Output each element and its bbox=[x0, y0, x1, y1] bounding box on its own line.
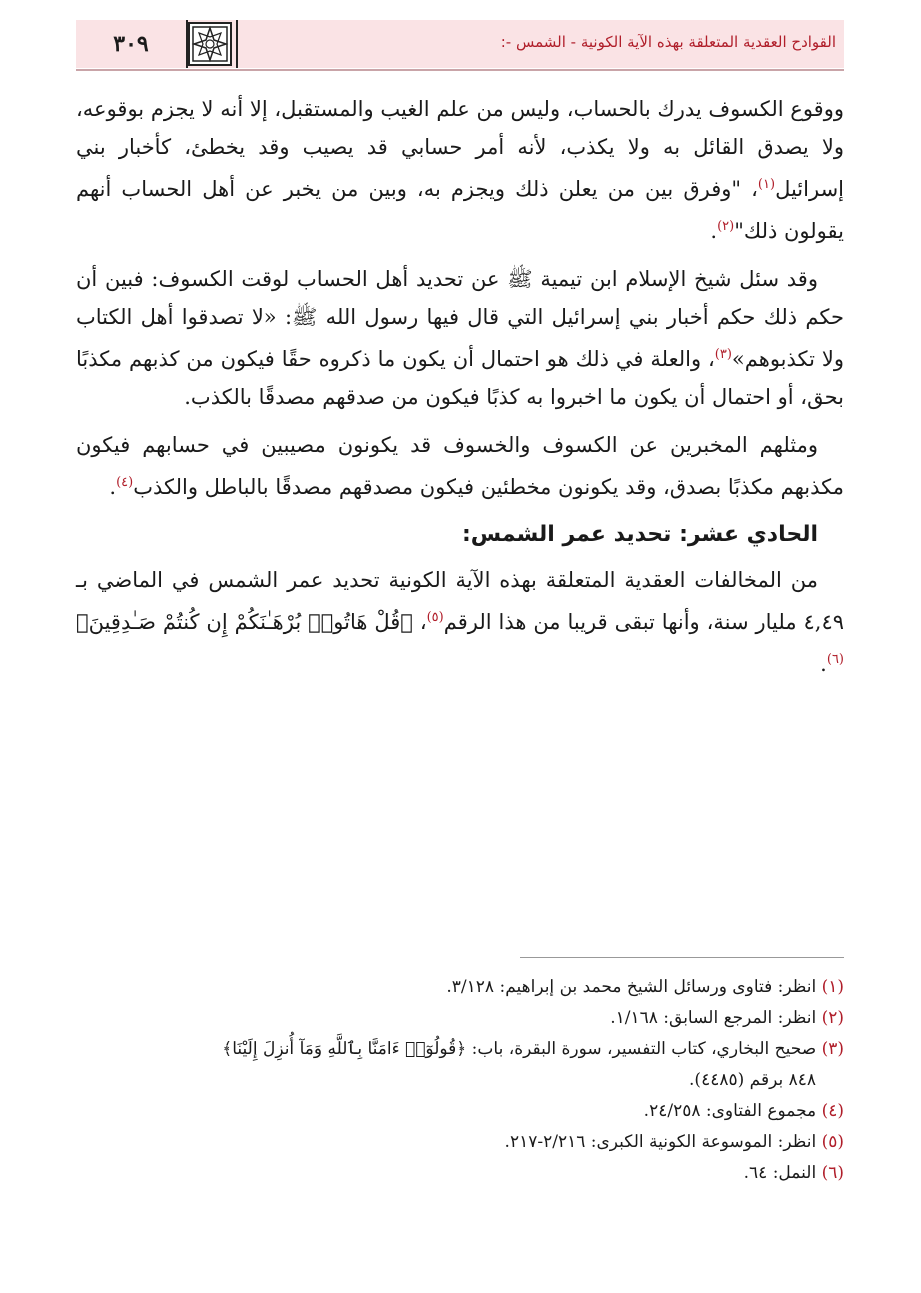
running-title: القوادح العقدية المتعلقة بهذه الآية الكونية - الشمس -: bbox=[500, 33, 836, 51]
page-number: ٣٠٩ bbox=[113, 31, 149, 57]
footnote-ref-5[interactable]: (٥) bbox=[426, 610, 444, 625]
p3-text-a: ومثلهم المخبرين عن الكسوف والخسوف قد يكونون مصيبين في حسابهم فيكون مكذبهم مكذبًا بصدق، وقد يكونون مخطئين فيكون مصدقهم مصدقًا بالباطل والكذب bbox=[76, 433, 844, 499]
footnote-text: النمل: ٦٤. bbox=[743, 1163, 817, 1183]
paragraph-1 bbox=[76, 90, 844, 250]
footnote-6 bbox=[76, 1158, 844, 1189]
footnote-text: صحيح البخاري، كتاب التفسير، سورة البقرة، باب: ﴿قُولُوٓا۟ ءَامَنَّا بِٱللَّهِ وَمَآ أُنزِلَ إِلَيْنَا﴾ bbox=[222, 1039, 817, 1059]
paragraph-3 bbox=[76, 426, 844, 506]
footnote-2 bbox=[76, 1003, 844, 1034]
main-text bbox=[76, 90, 844, 693]
page-number-box bbox=[76, 20, 188, 68]
footnote-3 bbox=[76, 1034, 844, 1065]
footnote-5 bbox=[76, 1127, 844, 1158]
footnote-3-continuation: ٨٤٨ برقم (٤٤٨٥). bbox=[689, 1070, 816, 1090]
footnotes bbox=[76, 972, 844, 1189]
p2-text-a: وقد سئل شيخ الإسلام ابن تيمية ﷺ عن تحديد أهل الحساب لوقت الكسوف: فبين أن حكم ذلك حكم أخبار بني إسرائيل التي قال فيها رسول الله ﷺ: «لا تصدقوا أهل الكتاب ولا تكذبوهم» bbox=[76, 267, 844, 371]
p1-text-a: ووقوع الكسوف يدرك بالحساب، وليس من علم الغيب والمستقبل، إلا أنه لا يجزم بوقوعه، ولا يصدق القائل به ولا يكذب، لأنه أمر حسابي قد يصيب وقد يخطئ، كأخبار بني إسرائيل bbox=[76, 97, 844, 201]
paragraph-2 bbox=[76, 260, 844, 416]
section-heading: الحادي عشر: تحديد عمر الشمس: bbox=[462, 522, 818, 547]
p2-text-b: ، والعلة في ذلك هو احتمال أن يكون ما ذكروه حقًا فيكون من كذبهم مكذبًا بحق، أو احتمال أن يكون ما اخبروا به كذبًا فيكون من صدقهم مصدقًا بالكذب. bbox=[76, 347, 844, 409]
footnote-text: انظر: فتاوى ورسائل الشيخ محمد بن إبراهيم: ٣/١٢٨. bbox=[446, 977, 817, 997]
footnote-ref-2[interactable]: (٢) bbox=[717, 219, 735, 234]
footnote-number: (٥) bbox=[821, 1132, 844, 1152]
p4-text-b: ، bbox=[412, 610, 427, 634]
footnote-number: (٢) bbox=[821, 1008, 844, 1028]
footnote-ref-1[interactable]: (١) bbox=[757, 177, 776, 192]
footnote-4 bbox=[76, 1096, 844, 1127]
footnote-number: (٤) bbox=[821, 1101, 844, 1121]
p1-text-b: ، "وفرق بين من يعلن ذلك ويجزم به، وبين من يخبر عن أهل الحساب أنهم يقولون ذلك" bbox=[76, 177, 844, 243]
footnote-ref-6[interactable]: (٦) bbox=[826, 652, 844, 667]
footnote-separator bbox=[520, 957, 844, 958]
footnote-ref-3[interactable]: (٣) bbox=[714, 347, 732, 362]
paragraph-4 bbox=[76, 561, 844, 683]
p3-text-b: . bbox=[109, 475, 117, 499]
p4-text-c: . bbox=[820, 652, 827, 676]
footnote-number: (٣) bbox=[821, 1039, 844, 1059]
page-header bbox=[76, 20, 844, 72]
footnote-text: انظر: المرجع السابق: ١/١٦٨. bbox=[610, 1008, 817, 1028]
footnote-ref-4[interactable]: (٤) bbox=[116, 475, 134, 490]
footnote-text: انظر: الموسوعة الكونية الكبرى: ٢/٢١٦-٢١٧. bbox=[504, 1132, 817, 1152]
quran-verse: ﴿قُلْ هَاتُوا۟ بُرْهَـٰنَكُمْ إِن كُنتُمْ صَـٰدِقِينَ﴾ bbox=[76, 610, 413, 634]
p1-text-c: . bbox=[710, 219, 718, 243]
geometric-star-ornament-icon bbox=[188, 22, 232, 66]
p4-text-a: من المخالفات العقدية المتعلقة بهذه الآية الكونية تحديد عمر الشمس في الماضي بـ ٤,٤٩ مليار سنة، وأنها تبقى قريبا من هذا الرقم bbox=[76, 568, 844, 634]
header-divider bbox=[236, 20, 238, 68]
header-underline bbox=[76, 69, 844, 71]
footnote-number: (٦) bbox=[821, 1163, 844, 1183]
footnote-number: (١) bbox=[821, 977, 844, 997]
footnote-text: مجموع الفتاوى: ٢٤/٢٥٨. bbox=[643, 1101, 817, 1121]
footnote-1 bbox=[76, 972, 844, 1003]
